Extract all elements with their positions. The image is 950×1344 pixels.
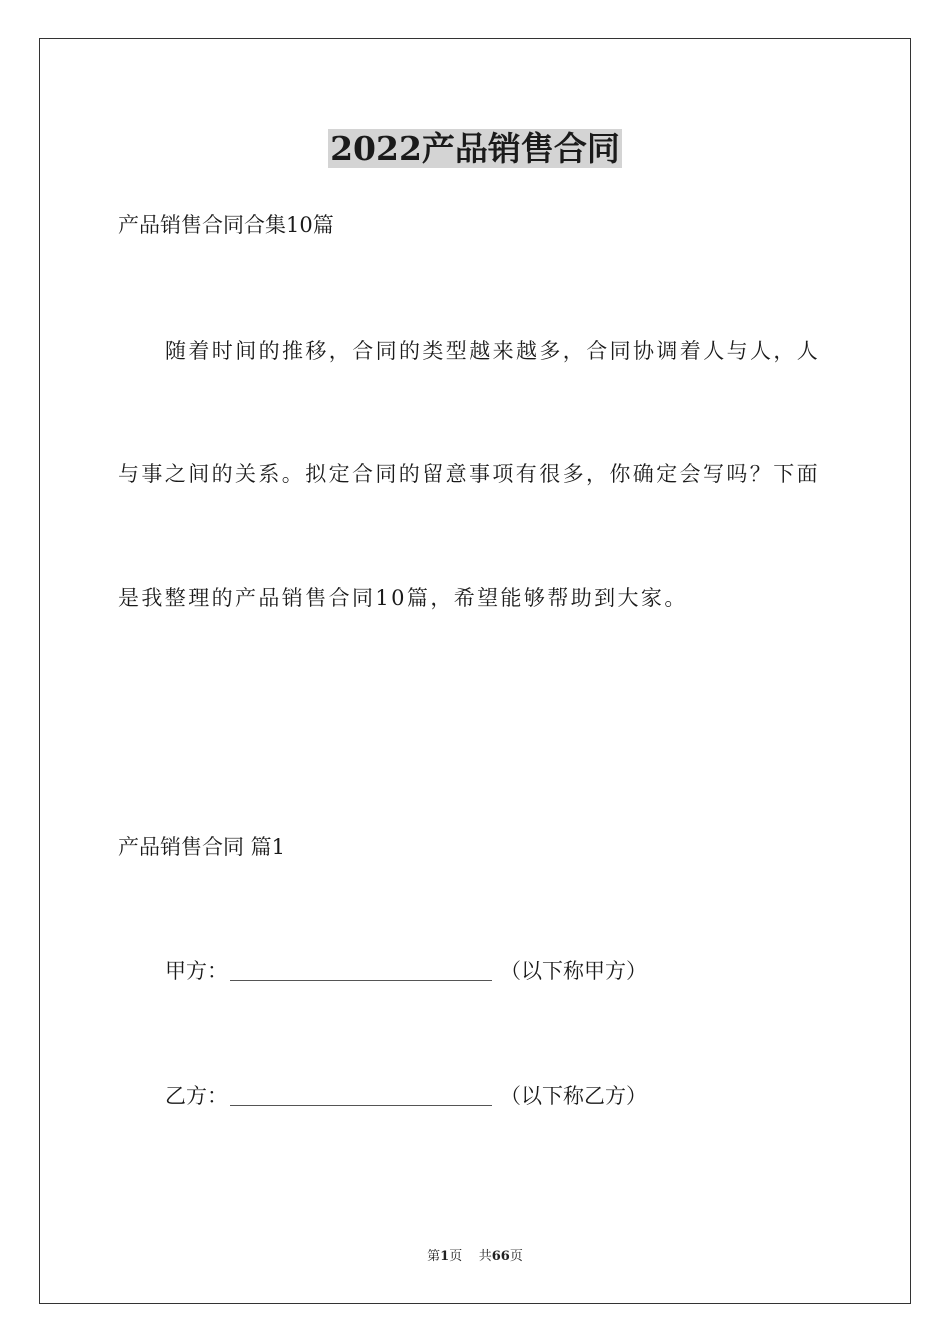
party-b-suffix: （以下称乙方）: [500, 1084, 647, 1108]
party-b-row: [165, 1082, 647, 1110]
footer-page-prefix: 第: [427, 1249, 441, 1264]
footer-page-suffix: 页: [449, 1249, 463, 1264]
footer-total-pages: 66: [491, 1249, 510, 1264]
intro-line-2: 与事之间的关系。拟定合同的留意事项有很多，你确定会写吗？下面: [118, 462, 820, 486]
party-b-label: 乙方：: [165, 1084, 228, 1108]
party-a-label: 甲方：: [165, 959, 228, 983]
footer-page-number: 1: [440, 1249, 450, 1264]
party-a-blank-field[interactable]: [230, 958, 492, 981]
document-title: [0, 128, 950, 170]
intro-line-3: 是我整理的产品销售合同10篇，希望能够帮助到大家。: [118, 586, 688, 610]
document-title-text: 2022产品销售合同: [330, 129, 620, 168]
section-heading: 产品销售合同 篇1: [118, 835, 286, 859]
party-a-row: [165, 957, 647, 985]
document-subtitle: 产品销售合同合集10篇: [118, 213, 334, 237]
party-b-blank-field[interactable]: [230, 1083, 492, 1106]
intro-line-1: 随着时间的推移，合同的类型越来越多，合同协调着人与人，人: [165, 339, 821, 363]
footer-total-prefix: 共: [478, 1249, 492, 1264]
party-a-suffix: （以下称甲方）: [500, 959, 647, 983]
page-footer: [0, 1248, 950, 1266]
footer-total-suffix: 页: [509, 1249, 523, 1264]
